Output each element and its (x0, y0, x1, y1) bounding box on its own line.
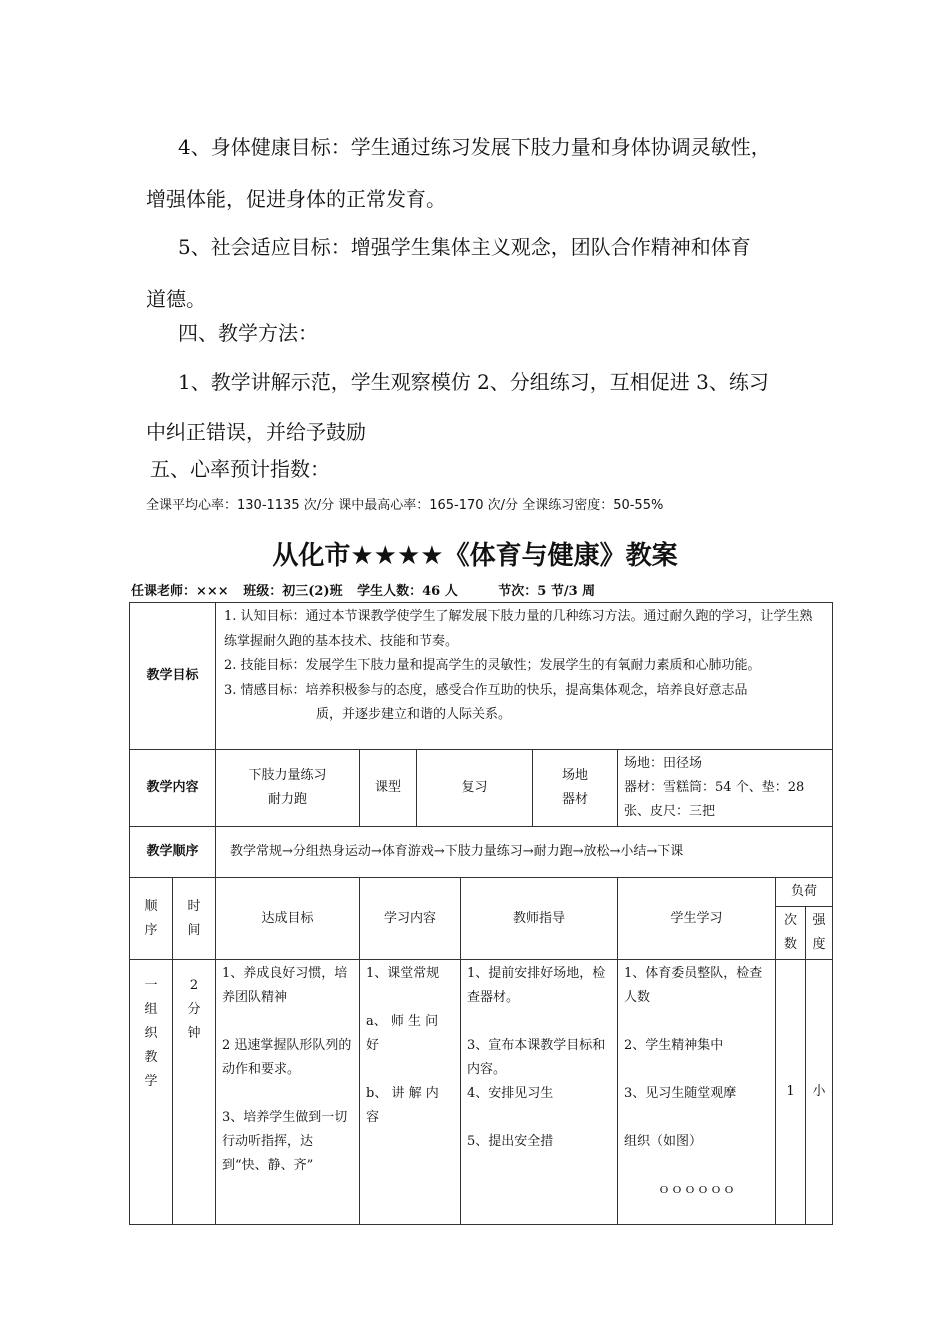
row1-goal-1: 1、养成良好习惯，培养团队精神 (222, 966, 348, 1005)
row1-seq-4: 学 (144, 1074, 158, 1089)
row1-intensity: 小 (806, 960, 833, 1225)
header-time-1: 时 (187, 898, 201, 914)
goals-label: 教学目标 (130, 603, 216, 750)
row1-teacher-4: 5、提出安全措 (467, 1134, 554, 1149)
venue-label (533, 750, 618, 827)
row1-teacher-2: 3、宣布本课教学目标和内容。 (467, 1038, 606, 1077)
venue-equipment: 器材：雪糕筒：54 个、垫：28 张、皮尺：三把 (624, 780, 805, 819)
order-label: 教学顺序 (130, 827, 216, 878)
formation-diagram: ｏｏｏｏｏｏ (657, 1182, 736, 1197)
venue-label-1: 场地 (562, 768, 589, 783)
venue-value (618, 750, 833, 827)
row1-goal-3: 3、培养学生做到一切行动听指挥，达到“快、静、齐” (222, 1110, 348, 1173)
row1-learn-2: a、 师 生 问 好 (366, 1014, 439, 1053)
header-teacher: 教师指导 (461, 878, 618, 960)
header-student: 学生学习 (618, 878, 776, 960)
row1-student (618, 960, 776, 1225)
paragraph-physical-goal: 4、身体健康目标：学生通过练习发展下肢力量和身体协调灵敏性， (178, 135, 771, 159)
goal-cognitive: 1. 认知目标：通过本节课教学使学生了解发展下肢力量的几种练习方法。通过耐久跑的学习，让学生熟练掌握耐久跑的基本技术、技能和节奏。 (224, 609, 813, 649)
goal-affective-cont: 质，并逐步建立和谐的人际关系。 (316, 707, 512, 722)
row1-time-1: 分 (187, 1002, 201, 1017)
row1-seq (130, 960, 173, 1225)
row1-teacher-3: 4、安排见习生 (467, 1086, 554, 1101)
goal-affective: 3. 情感目标：培养积极参与的态度，感受合作互助的快乐，提高集体观念，培养良好意志品 (224, 682, 748, 698)
row1-student-4: 组织（如图） (624, 1134, 703, 1149)
header-count (776, 907, 806, 960)
row-organize (130, 960, 833, 1225)
paragraph-social-goal: 5、社会适应目标：增强学生集体主义观念，团队合作精神和体育 (178, 235, 751, 259)
header-row-1 (130, 878, 833, 907)
venue-label-2: 器材 (562, 792, 589, 807)
paragraph-social-goal-cont: 道德。 (146, 287, 206, 311)
order-value: 教学常规→分组热身运动→体育游戏→下肢力量练习→耐力跑→放松→小结→下课 (216, 827, 833, 878)
venue-field: 场地：田径场 (624, 756, 703, 771)
row1-seq-3: 教 (144, 1050, 158, 1065)
header-count-2: 数 (784, 937, 798, 952)
row1-learn (360, 960, 461, 1225)
header-seq (130, 878, 173, 960)
goals-cell (216, 603, 833, 750)
row1-seq-0: 一 (144, 978, 158, 993)
paragraph-physical-goal-cont: 增强体能，促进身体的正常发育。 (146, 187, 446, 211)
row1-student-3: 3、见习生随堂观摩 (624, 1086, 737, 1101)
content-row (130, 750, 833, 827)
header-learn: 学习内容 (360, 878, 461, 960)
header-intensity-1: 强 (812, 913, 826, 928)
row1-count: 1 (776, 960, 806, 1225)
content-item-2: 耐力跑 (268, 792, 308, 807)
row1-time (173, 960, 216, 1225)
row1-teacher (461, 960, 618, 1225)
row1-teacher-1: 1、提前安排好场地，检查器材。 (467, 966, 606, 1005)
header-seq-1: 顺 (144, 898, 158, 914)
row1-learn-1: 1、课堂常规 (366, 966, 440, 981)
goal-skill: 2. 技能目标：发展学生下肢力量和提高学生的灵敏性；发展学生的有氧耐力素质和心肺功能。 (224, 658, 761, 673)
header-load: 负荷 (776, 878, 833, 907)
row1-learn-3: b、 讲 解 内 容 (366, 1086, 439, 1125)
plan-meta (131, 580, 605, 599)
paragraph-methods-cont: 中纠正错误，并给予鼓励 (146, 420, 366, 444)
header-seq-2: 序 (144, 922, 158, 938)
header-time (173, 878, 216, 960)
goals-row (130, 603, 833, 750)
header-intensity-2: 度 (812, 937, 826, 952)
paragraph-methods: 1、教学讲解示范，学生观察模仿 2、分组练习，互相促进 3、练习 (178, 370, 769, 394)
type-value: 复习 (417, 750, 533, 827)
content-item-1: 下肢力量练习 (248, 768, 327, 783)
heading-heart-rate: 五、心率预计指数： (150, 457, 330, 481)
header-time-2: 间 (187, 922, 201, 938)
row1-time-0: 2 (189, 978, 199, 993)
row1-time-2: 钟 (187, 1026, 201, 1041)
header-count-1: 次 (784, 913, 798, 928)
header-intensity (806, 907, 833, 960)
row1-goal-2: 2 迅速掌握队形队列的动作和要求。 (222, 1038, 352, 1077)
row1-seq-1: 组 (144, 1002, 158, 1017)
content-label: 教学内容 (130, 750, 216, 827)
order-row (130, 827, 833, 878)
row1-student-1: 1、体育委员整队，检查人数 (624, 966, 763, 1005)
heart-rate-line: 全课平均心率：130-1135 次/分 课中最高心率：165-170 次/分 全课练习密度：50-55% (146, 498, 664, 513)
heading-methods: 四、教学方法： (178, 321, 318, 345)
row1-goals (216, 960, 360, 1225)
meta-class: 班级：初三(2)班 (243, 584, 343, 599)
header-goal: 达成目标 (216, 878, 360, 960)
plan-title: 从化市★★★★《体育与健康》教案 (272, 541, 678, 571)
content-cell (216, 750, 360, 827)
row1-student-2: 2、学生精神集中 (624, 1038, 724, 1053)
lesson-plan-table (129, 602, 833, 1225)
type-label: 课型 (360, 750, 417, 827)
meta-students: 学生人数：46 人 (357, 584, 458, 599)
meta-teacher: 任课老师：××× (131, 584, 229, 599)
row1-seq-2: 织 (144, 1026, 158, 1041)
meta-lesson: 节次：5 节/3 周 (498, 584, 596, 599)
